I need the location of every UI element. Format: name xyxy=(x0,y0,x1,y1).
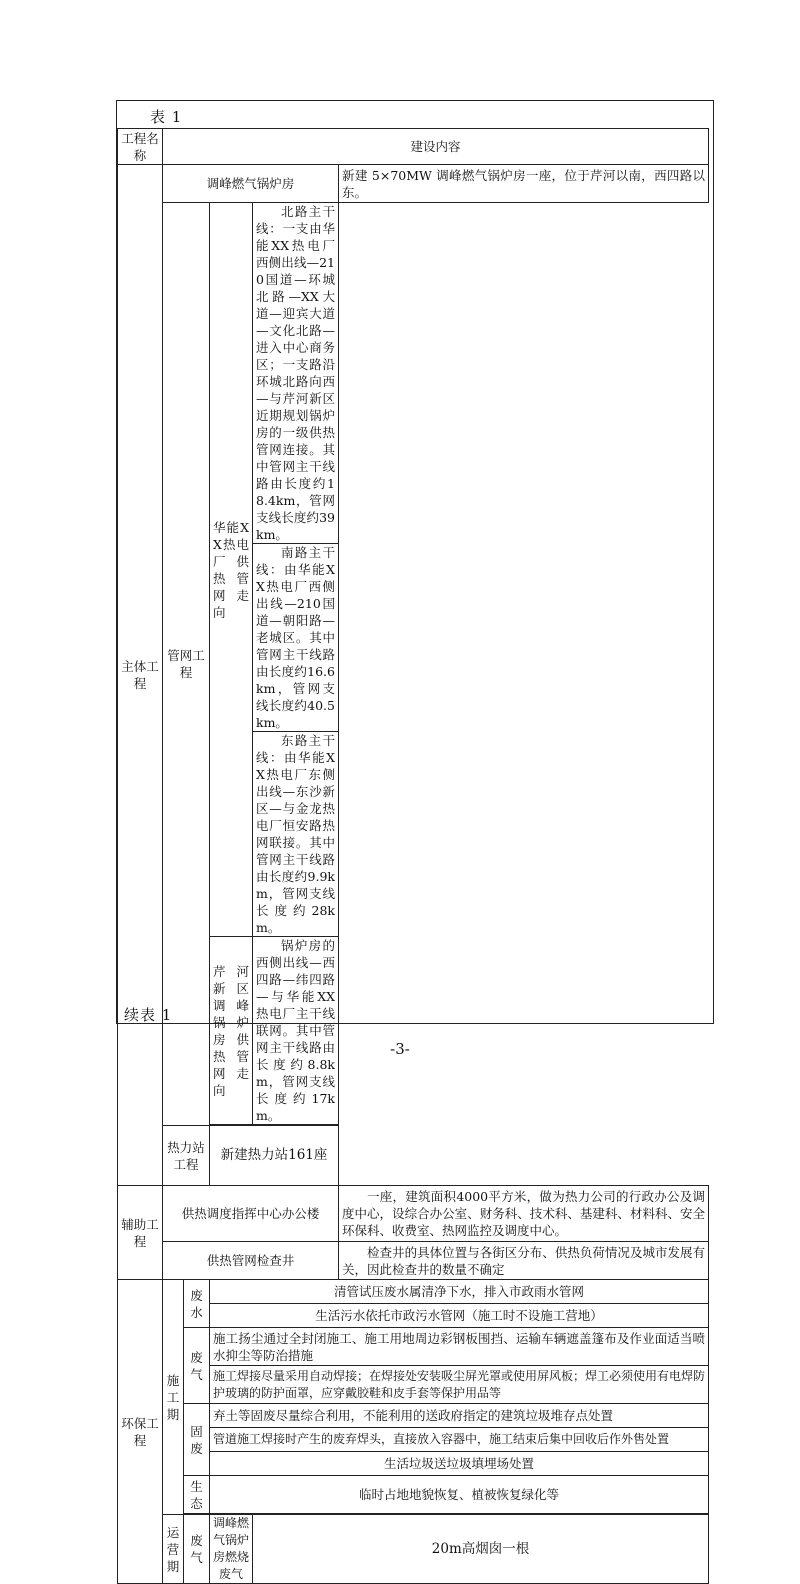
qinhe-name: 芹河新区调峰锅炉房供热管网走向 xyxy=(210,937,253,1125)
table-row xyxy=(118,165,709,203)
waste-gas-row2: 施工焊接尽量采用自动焊接；在焊接处安装吸尘屏光罩或使用屏风板；焊工必须使用有电焊防护玻璃的防护面罩，应穿戴胶鞋和皮手套等保护用品等 xyxy=(210,1366,709,1404)
huaneng-east: 东路主干线：由华能XX热电厂东侧出线—东沙新区—与金龙热电厂恒安路热网联接。其中管网主干线路由长度约9.9km，管网支线长度约28km。 xyxy=(253,732,339,937)
header-name-cell: 工程名称 xyxy=(118,129,163,165)
station-name: 热力站工程 xyxy=(163,1126,210,1186)
huaneng-south: 南路主干线：由华能XX热电厂西侧出线—210国道—朝阳路—老城区。其中管网主干线路由长度约16.6km，管网支线长度约40.5km。 xyxy=(253,544,339,732)
continued-caption: 续表 1 xyxy=(124,1006,173,1024)
page-number: -3- xyxy=(390,1040,410,1058)
operation-gas-label: 废气 xyxy=(184,1515,210,1584)
network-label: 管网工程 xyxy=(163,203,210,1126)
table-row xyxy=(118,203,709,544)
table-row xyxy=(118,1476,709,1514)
operation-label: 运营期 xyxy=(163,1515,184,1584)
header-content-cell: 建设内容 xyxy=(163,129,709,165)
table-row xyxy=(118,1404,709,1428)
operation-gas-source: 调峰燃气锅炉房燃烧废气 xyxy=(210,1515,253,1584)
solid-waste-row3: 生活垃圾送垃圾填埋场处置 xyxy=(210,1452,709,1476)
boiler-name: 调峰燃气锅炉房 xyxy=(163,165,339,203)
operation-gas-content: 20m高烟囱一根 xyxy=(253,1515,709,1584)
well-name: 供热管网检查井 xyxy=(163,1242,339,1280)
table-row xyxy=(118,1186,709,1242)
boiler-content: 新建 5×70MW 调峰燃气锅炉房一座，位于芹河以南，西四路以东。 xyxy=(339,165,709,203)
table-row xyxy=(118,1126,709,1186)
table-row xyxy=(118,1328,709,1366)
solid-waste-row1: 弃土等固废尽量综合利用，不能利用的送政府指定的建筑垃圾堆存点处置 xyxy=(210,1404,709,1428)
ecology-label: 生态 xyxy=(184,1476,210,1514)
construction-label: 施工期 xyxy=(163,1280,184,1515)
table-row xyxy=(118,1242,709,1280)
station-content: 新建热力站161座 xyxy=(210,1126,339,1186)
huaneng-name: 华能XX热电厂供热管网走向 xyxy=(210,203,253,937)
wastewater-row1: 清管试压废水属清净下水，排入市政雨水管网 xyxy=(210,1280,709,1304)
project-table xyxy=(117,128,709,1584)
ecology-content: 临时占地地貌恢复、植被恢复绿化等 xyxy=(210,1476,709,1514)
waste-gas-label: 废气 xyxy=(184,1328,210,1404)
table-row xyxy=(118,1280,709,1304)
wastewater-row2: 生活污水依托市政污水管网（施工时不设施工营地） xyxy=(210,1304,709,1328)
main-section-label: 主体工程 xyxy=(118,165,163,1186)
env-section-label: 环保工程 xyxy=(118,1280,163,1584)
dispatch-name: 供热调度指挥中心办公楼 xyxy=(163,1186,339,1242)
wastewater-label: 废水 xyxy=(184,1280,210,1328)
aux-section-label: 辅助工程 xyxy=(118,1186,163,1280)
qinhe-content: 锅炉房的西侧出线—西四路—纬四路—与华能XX热电厂主干线联网。其中管网主干线路由长度约8.8km，管网支线长度约17km。 xyxy=(253,937,339,1125)
solid-waste-label: 固废 xyxy=(184,1404,210,1476)
table-caption: 表 1 xyxy=(150,108,183,126)
huaneng-north: 北路主干线：一支由华能XX热电厂西侧出线—210国道—环城北路—XX大道—迎宾大道—文化北路—进入中心商务区；一支路沿环城北路向西—与芹河新区近期规划锅炉房的一级供热管网连接。其中管网主干线路由长度约18.4km，管网支线长度约39km。 xyxy=(253,203,339,544)
solid-waste-row2: 管道施工焊接时产生的废弃焊头，直接放入容器中，施工结束后集中回收后作外售处置 xyxy=(210,1428,709,1452)
waste-gas-row1: 施工扬尘通过全封闭施工、施工用地周边彩钢板围挡、运输车辆遮盖篷布及作业面适当喷水抑尘等防治措施 xyxy=(210,1328,709,1366)
well-content: 检查井的具体位置与各街区分布、供热负荷情况及城市发展有关，因此检查井的数量不确定 xyxy=(339,1242,709,1280)
header-row xyxy=(118,129,709,165)
dispatch-content: 一座，建筑面积4000平方米，做为热力公司的行政办公及调度中心，设综合办公室、财务科、技术科、基建科、材料科、安全环保科、收费室、热网监控及调度中心。 xyxy=(339,1186,709,1242)
table-row xyxy=(118,1515,709,1584)
